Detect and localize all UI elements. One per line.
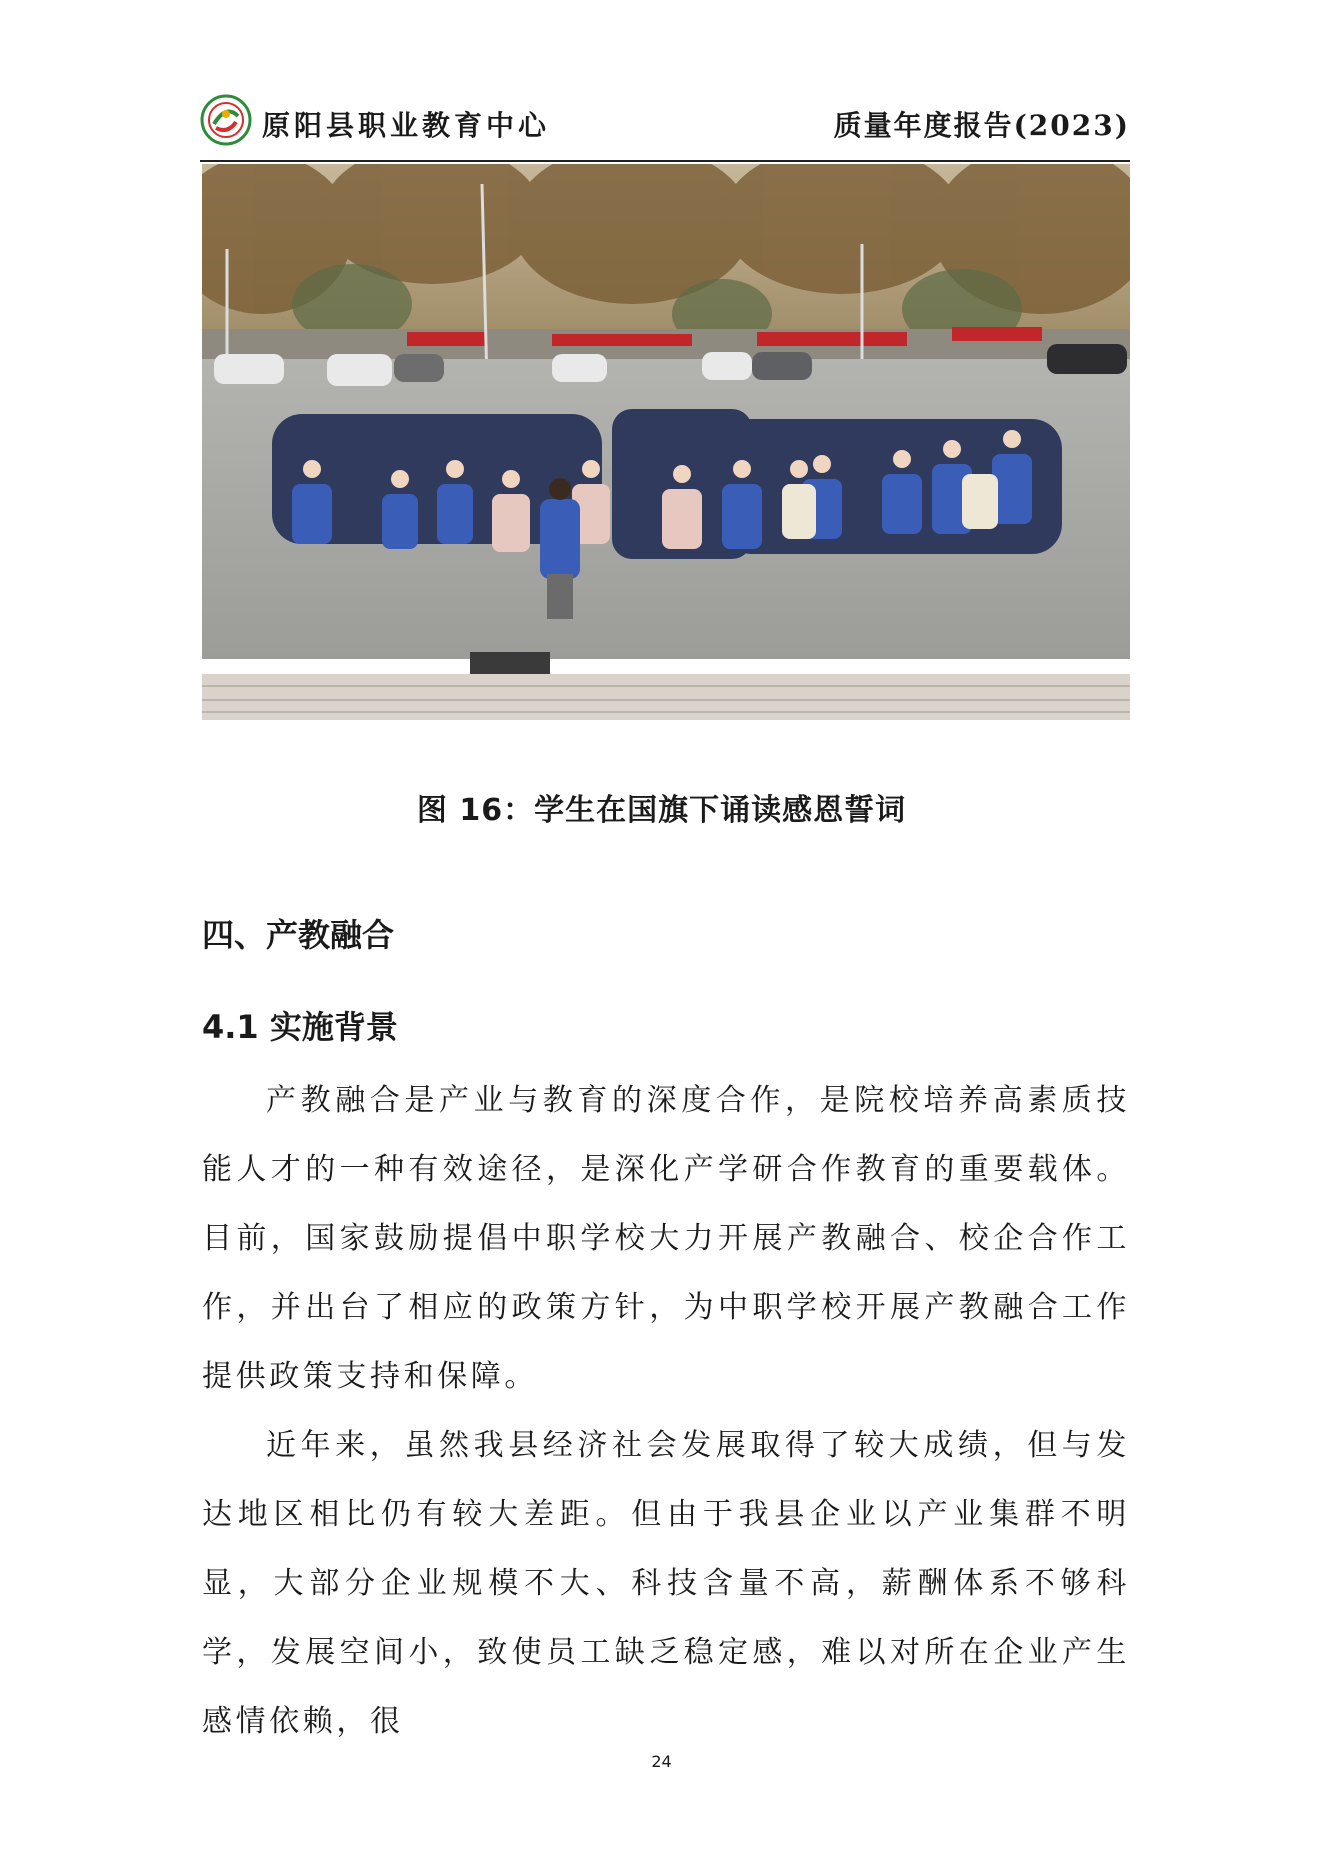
students-flag-ceremony-photo bbox=[202, 164, 1130, 720]
report-title: 质量年度报告(2023) bbox=[833, 109, 1130, 142]
paragraph-1: 产教融合是产业与教育的深度合作，是院校培养高素质技能人才的一种有效途径，是深化产学研合作教育的重要载体。目前，国家鼓励提倡中职学校大力开展产教融合、校企合作工作，并出台了相应的政策方针，为中职学校开展产教融合工作提供政策支持和保障。 bbox=[202, 1083, 1130, 1394]
school-emblem-icon bbox=[200, 94, 252, 146]
paragraph-2: 近年来，虽然我县经济社会发展取得了较大成绩，但与发达地区相比仍有较大差距。但由于我县企业以产业集群不明显，大部分企业规模不大、科技含量不高，薪酬体系不够科学，发展空间小，致使员工缺乏稳定感，难以对所在企业产生感情依赖，很 bbox=[202, 1428, 1130, 1739]
figure-caption: 图 16：学生在国旗下诵读感恩誓词 bbox=[416, 793, 907, 828]
page-number: 24 bbox=[651, 1752, 672, 1771]
student-crowd bbox=[272, 409, 1062, 559]
section-heading: 四、产教融合 bbox=[202, 916, 395, 954]
subsection-heading: 4.1 实施背景 bbox=[202, 1008, 398, 1046]
page-header bbox=[200, 90, 1130, 162]
school-name: 原阳县职业教育中心 bbox=[262, 109, 551, 142]
